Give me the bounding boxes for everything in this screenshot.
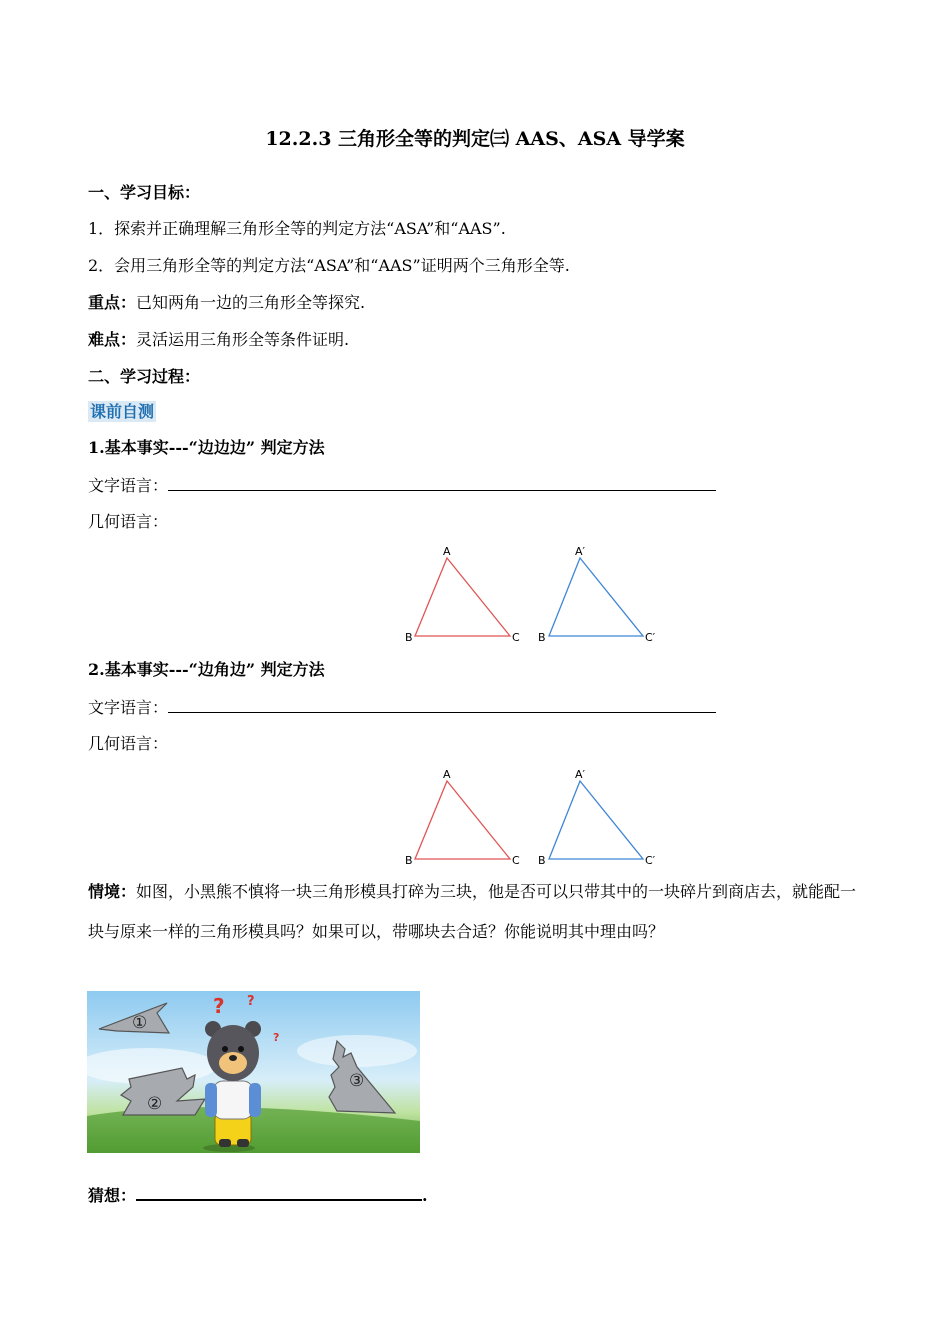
piece-2-label: ② [147,1094,163,1114]
guess-end: . [422,1186,428,1205]
label-c: C [512,631,520,644]
difficult-point-label: 难点： [88,330,137,349]
triangle-abc [415,781,510,859]
triangle-abc [415,558,510,636]
label-a-prime: A′ [575,545,586,558]
fact-2-heading: 2.基本事实---“边角边” 判定方法 [88,660,325,679]
goal-2: 2．会用三角形全等的判定方法“ASA”和“AAS”证明两个三角形全等. [88,256,570,275]
guess-line [88,1183,428,1207]
pre-test-highlight: 课前自测 [90,402,155,421]
fact-2-text-line [88,696,716,719]
scenario-paragraph [88,872,858,952]
fact-1-heading: 1.基本事实---“边边边” 判定方法 [88,438,325,457]
key-point [88,292,365,314]
label-a: A [443,545,451,558]
piece-1-label: ① [132,1013,148,1033]
scenario-label: 情境： [88,882,137,901]
question-mark-1: ? [213,994,225,1018]
fact-1-text-blank[interactable] [168,474,716,491]
difficult-point [88,329,349,351]
guess-label: 猜想： [88,1186,137,1205]
cloud [297,1035,417,1067]
question-mark-3: ? [273,1031,280,1044]
label-b: B [405,854,413,867]
fact-2-text-label: 文字语言： [88,698,169,717]
broken-triangle-illustration [87,991,420,1153]
label-c-prime: C′ [645,854,656,867]
label-b-prime: B [538,854,546,867]
fact-2-geo-label: 几何语言： [88,734,169,753]
fact-1-text-line [88,474,716,497]
label-a-prime: A′ [575,768,586,781]
piece-3-label: ③ [349,1071,365,1091]
pre-test-line [88,401,156,423]
fact-1-triangles [400,540,670,650]
fact-1-text-label: 文字语言： [88,476,169,495]
triangle-a2b2c2 [549,558,643,636]
fact-2-text-blank[interactable] [168,696,716,713]
section-2-heading: 二、学习过程： [88,367,201,386]
triangle-a2b2c2 [549,781,643,859]
guess-blank[interactable] [136,1183,422,1201]
key-point-text: 已知两角一边的三角形全等探究. [136,293,366,312]
label-c: C [512,854,520,867]
scenario-text: 如图，小黑熊不慎将一块三角形模具打碎为三块，他是否可以只带其中的一块碎片到商店去，就能配一块与原来一样的三角形模具吗？如果可以，带哪块去合适？你能说明其中理由吗？ [88,882,857,941]
question-mark-2: ? [247,994,255,1009]
page-title: 12.2.3 三角形全等的判定㈢ AAS、ASA 导学案 [265,128,685,150]
key-point-label: 重点： [88,293,137,312]
fact-2-triangles [400,763,670,873]
fact-1-geo-label: 几何语言： [88,512,169,531]
difficult-point-text: 灵活运用三角形全等条件证明. [136,330,350,349]
label-a: A [443,768,451,781]
label-b-prime: B [538,631,546,644]
section-1-heading: 一、学习目标： [88,183,201,202]
goal-1: 1．探索并正确理解三角形全等的判定方法“ASA”和“AAS”. [88,219,506,238]
label-b: B [405,631,413,644]
label-c-prime: C′ [645,631,656,644]
